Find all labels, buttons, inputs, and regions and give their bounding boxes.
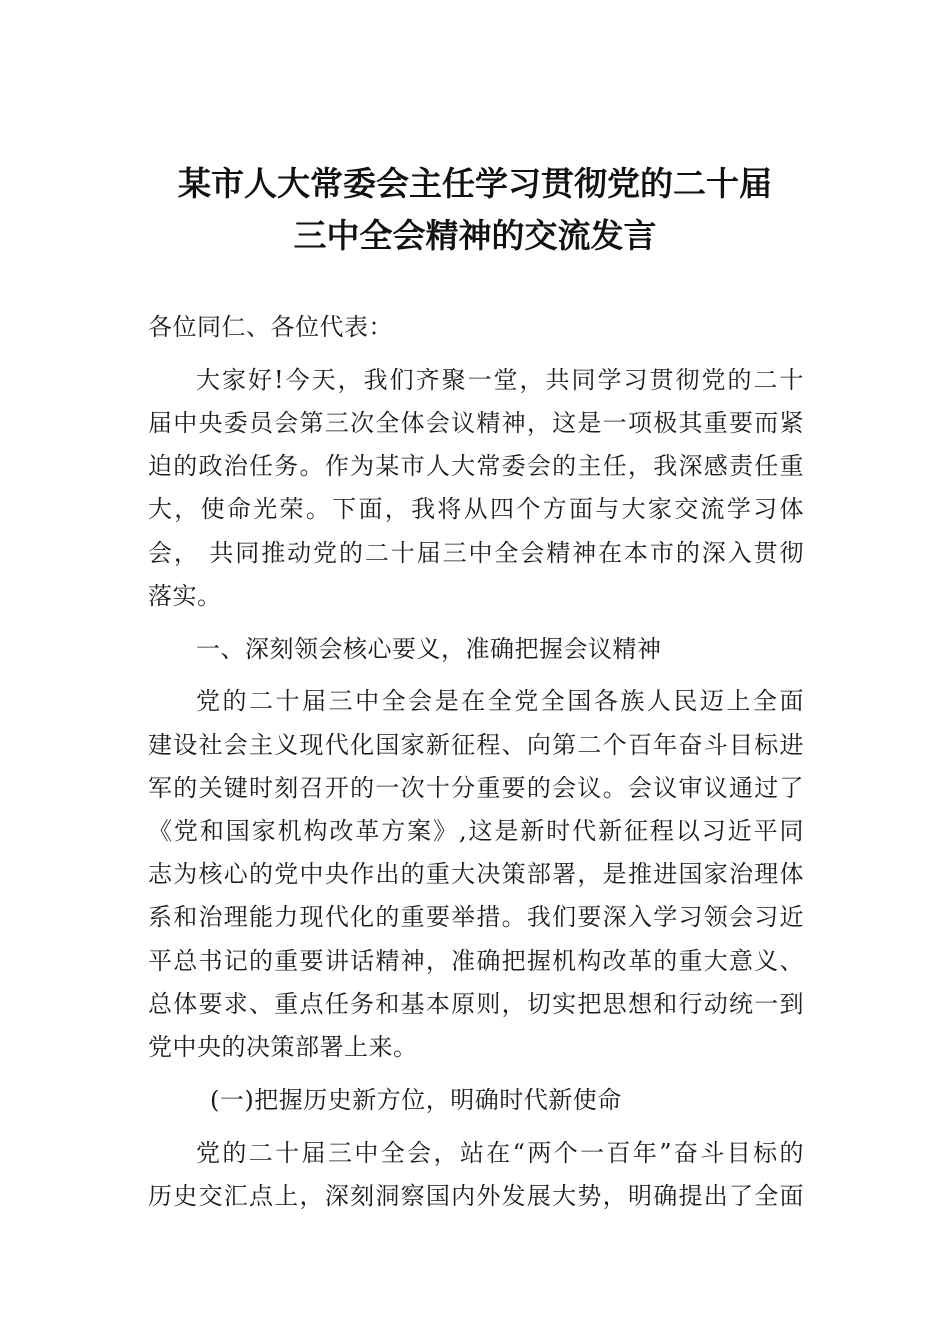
section-1-line-8: 总体要求、重点任务和基本原则，切实把思想和行动统一到 bbox=[148, 989, 804, 1018]
section-1-line-2: 建设社会主义现代化国家新征程、向第二个百年奋斗目标进 bbox=[148, 730, 804, 759]
title-line-2: 三中全会精神的交流发言 bbox=[293, 216, 657, 255]
section-1-heading: 一、深刻领会核心要义，准确把握会议精神 bbox=[196, 634, 662, 663]
intro-line-4: 大，使命光荣。下面，我将从四个方面与大家交流学习体 bbox=[148, 495, 804, 524]
section-1-line-1: 党的二十届三中全会是在全党全国各族人民迈上全面 bbox=[196, 687, 804, 716]
intro-line-6: 落实。 bbox=[148, 581, 222, 610]
document-title bbox=[0, 158, 950, 262]
subsection-1-line-2: 历史交汇点上，深刻洞察国内外发展大势，明确提出了全面 bbox=[148, 1181, 804, 1210]
intro-line-2: 届中央委员会第三次全体会议精神，这是一项极其重要而紧 bbox=[148, 409, 804, 437]
intro-line-5: 会， 共同推动党的二十届三中全会精神在本市的深入贯彻 bbox=[148, 538, 804, 567]
document-body bbox=[148, 306, 804, 1218]
section-1-line-7: 平总书记的重要讲话精神，准确把握机构改革的重大意义、 bbox=[148, 946, 804, 975]
section-1-line-3: 军的关键时刻召开的一次十分重要的会议。会议审议通过了 bbox=[148, 773, 804, 802]
section-1-line-6: 系和治理能力现代化的重要举措。我们要深入学习领会习近 bbox=[148, 903, 804, 932]
section-1-line-4: 《党和国家机构改革方案》,这是新时代新征程以习近平同 bbox=[148, 817, 804, 846]
subsection-1-paragraph bbox=[148, 1132, 804, 1218]
subsection-1-heading: (一)把握历史新方位，明确时代新使命 bbox=[210, 1085, 622, 1114]
intro-paragraph bbox=[148, 359, 804, 618]
intro-line-1: 大家好!今天，我们齐聚一堂，共同学习贯彻党的二十 bbox=[196, 365, 804, 394]
section-1-line-9: 党中央的决策部署上来。 bbox=[148, 1033, 418, 1062]
title-line-1: 某市人大常委会主任学习贯彻党的二十届 bbox=[178, 164, 772, 203]
section-1-paragraph bbox=[148, 680, 804, 1069]
intro-line-3: 迫的政治任务。作为某市人大常委会的主任，我深感责任重 bbox=[148, 452, 804, 481]
salutation: 各位同仁、各位代表： bbox=[148, 313, 393, 341]
subsection-1-line-1: 党的二十届三中全会，站在“两个一百年”奋斗目标的 bbox=[196, 1138, 804, 1167]
section-1-line-5: 志为核心的党中央作出的重大决策部署，是推进国家治理体 bbox=[148, 860, 804, 889]
